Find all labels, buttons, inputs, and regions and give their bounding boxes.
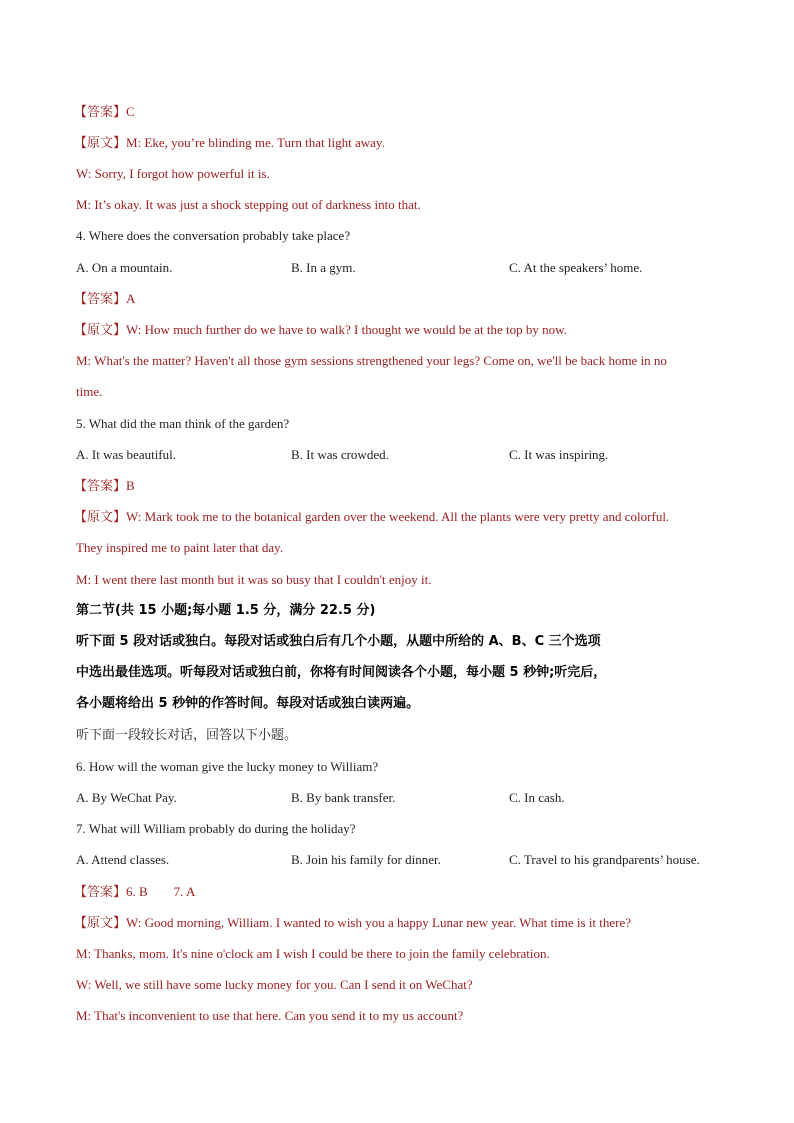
section-2-instructions-line1: 听下面 5 段对话或独白。每段对话或独白后有几个小题，从题中所给的 A、B、C 三个选项: [76, 634, 601, 649]
question-6: 6. How will the woman give the lucky money to William?: [76, 759, 379, 774]
option-b: B. Join his family for dinner.: [291, 852, 441, 867]
transcript-q3: 【原文】M: Eke, you’re blinding me. Turn that light away.: [74, 135, 385, 151]
question-7: 7. What will William probably do during the holiday?: [76, 821, 356, 836]
section-2-instructions-line2: 中选出最佳选项。听每段对话或独白前，你将有时间阅读各个小题，每小题 5 秒钟;听完后，: [76, 665, 607, 680]
answer-q6-q7: 【答案】6. B 7. A: [74, 884, 196, 900]
answer-q3: 【答案】C: [74, 104, 135, 120]
transcript-q3-line2: W: Sorry, I forgot how powerful it is.: [76, 166, 270, 181]
question-4: 4. Where does the conversation probably take place?: [76, 228, 351, 243]
transcript-q4-line3: time.: [76, 384, 103, 399]
section-2-title: 第二节(共 15 小题;每小题 1.5 分，满分 22.5 分): [76, 603, 376, 618]
option-c: C. In cash.: [509, 790, 565, 805]
answer-q5: 【答案】B: [74, 478, 135, 494]
transcript-q6-q7-line2: M: Thanks, mom. It's nine o'clock am I wish I could be there to join the family celebration.: [76, 946, 550, 961]
option-b: B. By bank transfer.: [291, 790, 396, 805]
transcript-q6-q7: 【原文】W: Good morning, William. I wanted to wish you a happy Lunar new year. What time is it there?: [74, 915, 632, 931]
transcript-q4: 【原文】W: How much further do we have to walk? I thought we would be at the top by now.: [74, 322, 567, 338]
option-c: C. At the speakers’ home.: [509, 260, 643, 275]
transcript-q6-q7-line3: W: Well, we still have some lucky money for you. Can I send it on WeChat?: [76, 977, 473, 992]
option-a: A. On a mountain.: [76, 260, 173, 275]
question-5: 5. What did the man think of the garden?: [76, 416, 290, 431]
transcript-q3-line3: M: It’s okay. It was just a shock stepping out of darkness into that.: [76, 197, 421, 212]
option-a: A. It was beautiful.: [76, 447, 177, 462]
option-a: A. By WeChat Pay.: [76, 790, 177, 805]
listening-note: 听下面一段较长对话，回答以下小题。: [76, 728, 298, 743]
answer-q4: 【答案】A: [74, 291, 136, 307]
option-b: B. It was crowded.: [291, 447, 389, 462]
option-c: C. It was inspiring.: [509, 447, 609, 462]
option-c: C. Travel to his grandparents’ house.: [509, 852, 700, 867]
option-a: A. Attend classes.: [76, 852, 170, 867]
section-2-instructions-line3: 各小题将给出 5 秒钟的作答时间。每段对话或独白读两遍。: [76, 696, 420, 711]
transcript-q4-line2: M: What's the matter? Haven't all those gym sessions strengthened your legs? Come on, we'll be back home in no: [76, 353, 667, 368]
transcript-q5: 【原文】W: Mark took me to the botanical garden over the weekend. All the plants were very pretty and colorful.: [74, 509, 670, 525]
transcript-q5-line2: They inspired me to paint later that day.: [76, 540, 284, 555]
transcript-q6-q7-line4: M: That's inconvenient to use that here. Can you send it to my us account?: [76, 1008, 464, 1023]
transcript-q5-line3: M: I went there last month but it was so busy that I couldn't enjoy it.: [76, 572, 432, 587]
option-b: B. In a gym.: [291, 260, 356, 275]
